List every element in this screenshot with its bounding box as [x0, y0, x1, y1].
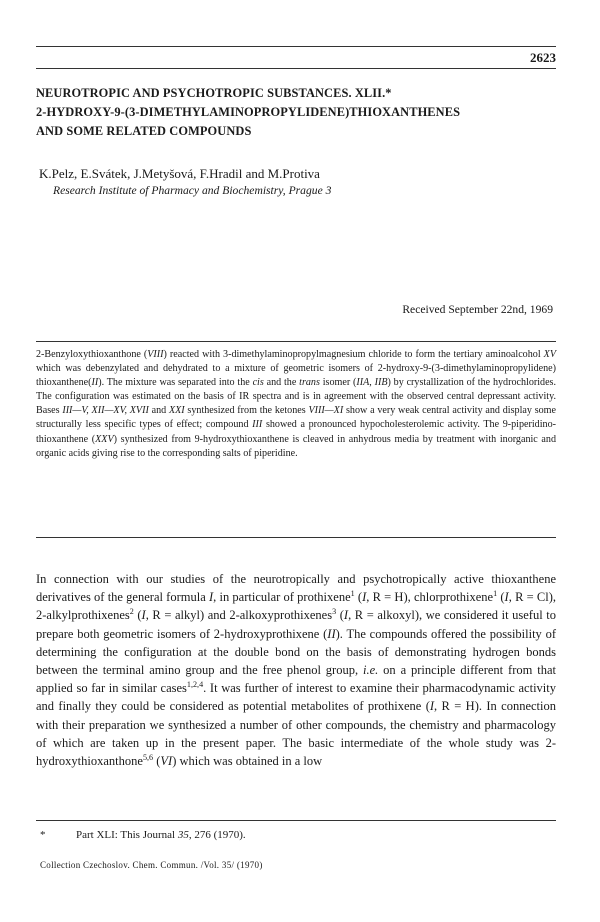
title-line-2: 2-HYDROXY-9-(3-DIMETHYLAMINOPROPYLIDENE)THIOXANTHENES	[36, 105, 461, 119]
body-paragraph: In connection with our studies of the neurotropically and psychotropically active thioxanthene derivatives of the general formula I, in particular of prothixene$^1$ (I, R = H), chlorprothixene$^1$ (I, R = Cl), 2-alkylprothixenes$^2$ (I, R = alkyl) and 2-alkoxyprothixenes$^3$ (I, R = alkoxyl), we considered it useful to prepare both geometric isomers of 2-hydroxyprothixene (II). The compounds offered the possibility of determining the configuration at the double bond on the basis of demonstrating hydrogen bonds between the terminal amino group and the free phenol group, i.e. on a principle different from that applied so far in similar cases$^{1,2,4}$. It was further of interest to examine their pharmacodynamic activity and finally they could be considered as potential metabolites of prothixene (I, R = H). In connection with their preparation we synthesized a number of other compounds, the chemistry and pharmacology of which are taken up in the present paper. The basic intermediate of the whole study was 2-hydroxythioxanthone$^{5,6}$ (VI) which was obtained in a low	[36, 572, 556, 769]
abstract: 2-Benzyloxythioxanthone (VIII) reacted with 3-dimethylaminopropylmagnesium chloride to form the tertiary aminoalcohol XV which was debenzylated and dehydrated to a mixture of geometric isomers of 2-hydroxy-9-(3-dimethylaminopropylidene) thioxanthene(II). The mixture was separated into the cis and the trans isomer (IIA, IIB) by crystallization of the hydrochlorides. The configuration was estimated on the basis of IR spectra and is in agreement with the observed central depressant activity. Bases III—V, XII—XV, XVII and XXI synthesized from the ketones VIII—XI show a very weak central activity and display some structurally less specific types of effect; compound III showed a pronounced hypocholesterolemic activity. The 9-piperidino-thioxanthene (XXV) synthesized from 9-hydroxythioxanthene is cleaved in anhydrous media by treatment with inorganic and organic acids giving rise to the corresponding salts of piperidine.	[36, 349, 557, 459]
footnote-mark: *	[40, 829, 46, 841]
footnote: * Part XLI: This Journal 35, 276 (1970).	[40, 829, 246, 841]
abstract-bottom-rule	[36, 537, 556, 538]
journal-citation: Collection Czechoslov. Chem. Commun. /Vol. 35/ (1970)	[40, 860, 263, 870]
page-number: 2623	[530, 50, 556, 65]
header-rule	[36, 68, 556, 69]
title-line-1: NEUROTROPIC AND PSYCHOTROPIC SUBSTANCES. XLII.*	[36, 86, 392, 100]
affiliation: Research Institute of Pharmacy and Biochemistry, Prague 3	[53, 184, 332, 197]
authors: K.Pelz, E.Svátek, J.Metyšová, F.Hradil and M.Protiva	[39, 166, 320, 181]
abstract-top-rule	[36, 341, 556, 342]
title-line-3: AND SOME RELATED COMPOUNDS	[36, 124, 252, 138]
footnote-rule	[36, 820, 556, 821]
top-rule	[36, 46, 556, 47]
received-date: Received September 22nd, 1969	[402, 303, 553, 316]
